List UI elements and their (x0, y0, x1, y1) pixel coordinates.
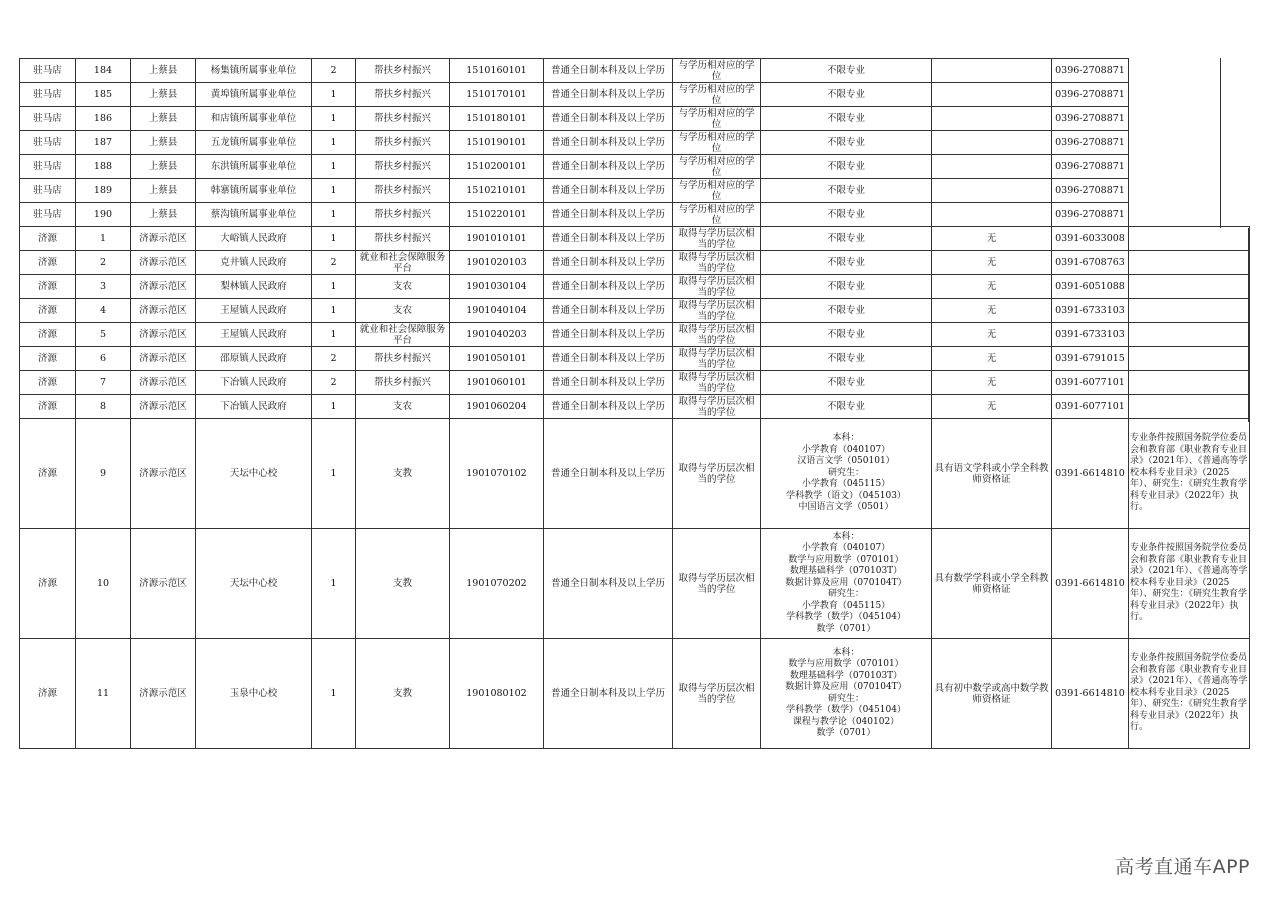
degree-cell: 取得与学历层次相当的学位 (673, 347, 761, 371)
certificate-cell (932, 131, 1052, 155)
education-cell: 普通全日制本科及以上学历 (544, 203, 673, 227)
table-row (20, 107, 1250, 131)
county-cell: 上蔡县 (131, 155, 196, 179)
phone-cell: 0391-6733103 (1052, 323, 1129, 347)
table-row (20, 347, 1250, 371)
education-cell: 普通全日制本科及以上学历 (544, 83, 673, 107)
position-no-cell: 6 (76, 347, 131, 371)
phone-cell: 0396-2708871 (1052, 131, 1129, 155)
county-cell: 济源示范区 (131, 299, 196, 323)
headcount-cell: 2 (312, 251, 356, 275)
county-cell: 济源示范区 (131, 275, 196, 299)
position-code-cell: 1901040203 (450, 323, 544, 347)
position-code-cell: 1510210101 (450, 179, 544, 203)
city-cell: 济源 (20, 227, 76, 251)
position-type-cell: 帮扶乡村振兴 (356, 155, 450, 179)
certificate-cell: 无 (932, 371, 1052, 395)
note-cell (1129, 323, 1250, 347)
certificate-cell (932, 83, 1052, 107)
headcount-cell: 1 (312, 395, 356, 419)
position-type-cell: 支农 (356, 395, 450, 419)
unit-cell: 天坛中心校 (196, 419, 312, 529)
major-cell: 不限专业 (761, 59, 932, 83)
table-row (20, 155, 1250, 179)
headcount-cell: 1 (312, 107, 356, 131)
position-code-cell: 1901060101 (450, 371, 544, 395)
city-cell: 济源 (20, 275, 76, 299)
county-cell: 济源示范区 (131, 347, 196, 371)
city-cell: 济源 (20, 419, 76, 529)
position-code-cell: 1901010101 (450, 227, 544, 251)
city-cell: 济源 (20, 395, 76, 419)
position-no-cell: 189 (76, 179, 131, 203)
education-cell: 普通全日制本科及以上学历 (544, 227, 673, 251)
note-cell (1129, 83, 1250, 107)
position-no-cell: 11 (76, 639, 131, 749)
headcount-cell: 2 (312, 347, 356, 371)
position-code-cell: 1901040104 (450, 299, 544, 323)
unit-cell: 下冶镇人民政府 (196, 371, 312, 395)
county-cell: 济源示范区 (131, 395, 196, 419)
phone-cell: 0396-2708871 (1052, 179, 1129, 203)
position-type-cell: 帮扶乡村振兴 (356, 131, 450, 155)
city-cell: 驻马店 (20, 155, 76, 179)
position-type-cell: 支教 (356, 529, 450, 639)
degree-cell: 取得与学历层次相当的学位 (673, 275, 761, 299)
city-cell: 驻马店 (20, 107, 76, 131)
phone-cell: 0396-2708871 (1052, 83, 1129, 107)
position-code-cell: 1510200101 (450, 155, 544, 179)
phone-cell: 0391-6614810 (1052, 419, 1129, 529)
degree-cell: 取得与学历层次相当的学位 (673, 371, 761, 395)
certificate-cell: 无 (932, 227, 1052, 251)
unit-cell: 王屋镇人民政府 (196, 299, 312, 323)
headcount-cell: 1 (312, 131, 356, 155)
city-cell: 济源 (20, 529, 76, 639)
education-cell: 普通全日制本科及以上学历 (544, 529, 673, 639)
major-cell: 不限专业 (761, 251, 932, 275)
city-cell: 济源 (20, 347, 76, 371)
headcount-cell: 1 (312, 639, 356, 749)
county-cell: 济源示范区 (131, 371, 196, 395)
position-code-cell: 1510170101 (450, 83, 544, 107)
position-code-cell: 1901070102 (450, 419, 544, 529)
degree-cell: 取得与学历层次相当的学位 (673, 251, 761, 275)
phone-cell: 0391-6033008 (1052, 227, 1129, 251)
degree-cell: 与学历相对应的学位 (673, 131, 761, 155)
certificate-cell: 无 (932, 347, 1052, 371)
phone-cell: 0391-6733103 (1052, 299, 1129, 323)
table-row (20, 299, 1250, 323)
note-cell (1129, 179, 1250, 203)
education-cell: 普通全日制本科及以上学历 (544, 59, 673, 83)
certificate-cell: 无 (932, 323, 1052, 347)
phone-cell: 0396-2708871 (1052, 59, 1129, 83)
position-code-cell: 1510220101 (450, 203, 544, 227)
position-type-cell: 帮扶乡村振兴 (356, 107, 450, 131)
education-cell: 普通全日制本科及以上学历 (544, 299, 673, 323)
position-no-cell: 187 (76, 131, 131, 155)
headcount-cell: 2 (312, 371, 356, 395)
table-row (20, 227, 1250, 251)
certificate-cell: 无 (932, 275, 1052, 299)
headcount-cell: 1 (312, 227, 356, 251)
city-cell: 济源 (20, 251, 76, 275)
position-type-cell: 支农 (356, 275, 450, 299)
unit-cell: 五龙镇所属事业单位 (196, 131, 312, 155)
degree-cell: 取得与学历层次相当的学位 (673, 395, 761, 419)
phone-cell: 0391-6077101 (1052, 395, 1129, 419)
table-row (20, 323, 1250, 347)
major-cell: 不限专业 (761, 299, 932, 323)
headcount-cell: 1 (312, 179, 356, 203)
phone-cell: 0396-2708871 (1052, 155, 1129, 179)
position-code-cell: 1901030104 (450, 275, 544, 299)
certificate-cell: 具有数学学科或小学全科教师资格证 (932, 529, 1052, 639)
note-cell (1129, 395, 1250, 419)
position-code-cell: 1510190101 (450, 131, 544, 155)
degree-cell: 取得与学历层次相当的学位 (673, 299, 761, 323)
unit-cell: 蔡沟镇所属事业单位 (196, 203, 312, 227)
unit-cell: 王屋镇人民政府 (196, 323, 312, 347)
major-cell: 不限专业 (761, 83, 932, 107)
position-code-cell: 1901080102 (450, 639, 544, 749)
position-no-cell: 8 (76, 395, 131, 419)
major-cell: 不限专业 (761, 347, 932, 371)
note-cell: 专业条件按照国务院学位委员会和教育部《职业教育专业目录》（2021年）、《普通高等学校本科专业目录》（2025年）、研究生：《研究生教育学科专业目录》（2022年）执行。 (1129, 639, 1250, 749)
unit-cell: 和店镇所属事业单位 (196, 107, 312, 131)
headcount-cell: 1 (312, 323, 356, 347)
degree-cell: 取得与学历层次相当的学位 (673, 419, 761, 529)
phone-cell: 0391-6051088 (1052, 275, 1129, 299)
table-row (20, 395, 1250, 419)
major-cell: 不限专业 (761, 323, 932, 347)
unit-cell: 天坛中心校 (196, 529, 312, 639)
position-no-cell: 185 (76, 83, 131, 107)
education-cell: 普通全日制本科及以上学历 (544, 107, 673, 131)
phone-cell: 0391-6614810 (1052, 529, 1129, 639)
note-cell (1129, 131, 1250, 155)
degree-cell: 与学历相对应的学位 (673, 155, 761, 179)
note-cell (1129, 299, 1250, 323)
education-cell: 普通全日制本科及以上学历 (544, 371, 673, 395)
table-row (20, 529, 1250, 639)
certificate-cell: 无 (932, 251, 1052, 275)
note-cell (1129, 107, 1250, 131)
major-cell: 本科： 小学教育（040107） 汉语言文学（050101） 研究生： 小学教育（045115） 学科教学（语文）（045103） 中国语言文学（0501） (761, 419, 932, 529)
table-body (20, 59, 1250, 749)
major-cell: 不限专业 (761, 371, 932, 395)
city-cell: 驻马店 (20, 83, 76, 107)
county-cell: 济源示范区 (131, 251, 196, 275)
education-cell: 普通全日制本科及以上学历 (544, 639, 673, 749)
county-cell: 济源示范区 (131, 323, 196, 347)
position-no-cell: 190 (76, 203, 131, 227)
county-cell: 济源示范区 (131, 419, 196, 529)
major-cell: 不限专业 (761, 275, 932, 299)
city-cell: 济源 (20, 639, 76, 749)
note-cell (1129, 203, 1250, 227)
headcount-cell: 1 (312, 299, 356, 323)
degree-cell: 取得与学历层次相当的学位 (673, 529, 761, 639)
headcount-cell: 1 (312, 275, 356, 299)
major-cell: 不限专业 (761, 227, 932, 251)
county-cell: 上蔡县 (131, 83, 196, 107)
note-cell (1129, 275, 1250, 299)
table-row (20, 275, 1250, 299)
note-cell (1129, 371, 1250, 395)
county-cell: 上蔡县 (131, 179, 196, 203)
headcount-cell: 1 (312, 529, 356, 639)
education-cell: 普通全日制本科及以上学历 (544, 347, 673, 371)
recruitment-table (19, 58, 1250, 749)
table-row (20, 203, 1250, 227)
major-cell: 本科： 小学教育（040107） 数学与应用数学（070101） 数理基础科学（070103T） 数据计算及应用（070104T） 研究生： 小学教育（045115） 学科教学（数学）（045104） 数学（0701） (761, 529, 932, 639)
position-no-cell: 1 (76, 227, 131, 251)
certificate-cell: 无 (932, 299, 1052, 323)
position-type-cell: 帮扶乡村振兴 (356, 203, 450, 227)
city-cell: 济源 (20, 371, 76, 395)
position-type-cell: 支教 (356, 639, 450, 749)
education-cell: 普通全日制本科及以上学历 (544, 275, 673, 299)
position-type-cell: 支教 (356, 419, 450, 529)
phone-cell: 0391-6708763 (1052, 251, 1129, 275)
city-cell: 济源 (20, 299, 76, 323)
table-row (20, 59, 1250, 83)
unit-cell: 克井镇人民政府 (196, 251, 312, 275)
unit-cell: 黄埠镇所属事业单位 (196, 83, 312, 107)
position-no-cell: 7 (76, 371, 131, 395)
table-row (20, 179, 1250, 203)
phone-cell: 0391-6614810 (1052, 639, 1129, 749)
city-cell: 驻马店 (20, 59, 76, 83)
county-cell: 上蔡县 (131, 203, 196, 227)
education-cell: 普通全日制本科及以上学历 (544, 251, 673, 275)
major-cell: 不限专业 (761, 107, 932, 131)
degree-cell: 与学历相对应的学位 (673, 179, 761, 203)
position-code-cell: 1901050101 (450, 347, 544, 371)
certificate-cell (932, 155, 1052, 179)
unit-cell: 东洪镇所属事业单位 (196, 155, 312, 179)
right-border-upper (1220, 58, 1221, 228)
position-code-cell: 1510160101 (450, 59, 544, 83)
position-type-cell: 就业和社会保障服务平台 (356, 251, 450, 275)
major-cell: 不限专业 (761, 131, 932, 155)
table-row (20, 131, 1250, 155)
position-type-cell: 就业和社会保障服务平台 (356, 323, 450, 347)
position-type-cell: 帮扶乡村振兴 (356, 59, 450, 83)
unit-cell: 邵原镇人民政府 (196, 347, 312, 371)
position-no-cell: 4 (76, 299, 131, 323)
table-row (20, 83, 1250, 107)
position-type-cell: 帮扶乡村振兴 (356, 371, 450, 395)
unit-cell: 大峪镇人民政府 (196, 227, 312, 251)
position-no-cell: 10 (76, 529, 131, 639)
position-no-cell: 3 (76, 275, 131, 299)
position-type-cell: 帮扶乡村振兴 (356, 83, 450, 107)
city-cell: 济源 (20, 323, 76, 347)
degree-cell: 与学历相对应的学位 (673, 107, 761, 131)
major-cell: 不限专业 (761, 155, 932, 179)
headcount-cell: 2 (312, 59, 356, 83)
headcount-cell: 1 (312, 419, 356, 529)
headcount-cell: 1 (312, 203, 356, 227)
degree-cell: 与学历相对应的学位 (673, 203, 761, 227)
position-code-cell: 1901070202 (450, 529, 544, 639)
table-row (20, 251, 1250, 275)
position-type-cell: 帮扶乡村振兴 (356, 347, 450, 371)
certificate-cell (932, 179, 1052, 203)
note-cell (1129, 59, 1250, 83)
major-cell: 不限专业 (761, 203, 932, 227)
position-no-cell: 9 (76, 419, 131, 529)
education-cell: 普通全日制本科及以上学历 (544, 395, 673, 419)
headcount-cell: 1 (312, 155, 356, 179)
degree-cell: 与学历相对应的学位 (673, 83, 761, 107)
education-cell: 普通全日制本科及以上学历 (544, 419, 673, 529)
note-cell (1129, 251, 1250, 275)
certificate-cell: 无 (932, 395, 1052, 419)
unit-cell: 玉泉中心校 (196, 639, 312, 749)
education-cell: 普通全日制本科及以上学历 (544, 179, 673, 203)
note-cell: 专业条件按照国务院学位委员会和教育部《职业教育专业目录》（2021年）、《普通高等学校本科专业目录》（2025年）、研究生：《研究生教育学科专业目录》（2022年）执行。 (1129, 529, 1250, 639)
county-cell: 济源示范区 (131, 227, 196, 251)
major-cell: 不限专业 (761, 395, 932, 419)
degree-cell: 取得与学历层次相当的学位 (673, 227, 761, 251)
note-cell (1129, 155, 1250, 179)
certificate-cell: 具有语文学科或小学全科教师资格证 (932, 419, 1052, 529)
position-no-cell: 188 (76, 155, 131, 179)
unit-cell: 杨集镇所属事业单位 (196, 59, 312, 83)
education-cell: 普通全日制本科及以上学历 (544, 323, 673, 347)
position-code-cell: 1510180101 (450, 107, 544, 131)
position-code-cell: 1901060204 (450, 395, 544, 419)
county-cell: 上蔡县 (131, 107, 196, 131)
unit-cell: 韩寨镇所属事业单位 (196, 179, 312, 203)
certificate-cell (932, 59, 1052, 83)
table-row (20, 419, 1250, 529)
phone-cell: 0391-6791015 (1052, 347, 1129, 371)
county-cell: 济源示范区 (131, 529, 196, 639)
county-cell: 上蔡县 (131, 59, 196, 83)
degree-cell: 取得与学历层次相当的学位 (673, 323, 761, 347)
position-type-cell: 支农 (356, 299, 450, 323)
right-border-lower (1248, 228, 1249, 422)
note-cell (1129, 347, 1250, 371)
city-cell: 驻马店 (20, 203, 76, 227)
position-no-cell: 2 (76, 251, 131, 275)
phone-cell: 0396-2708871 (1052, 203, 1129, 227)
position-type-cell: 帮扶乡村振兴 (356, 227, 450, 251)
position-type-cell: 帮扶乡村振兴 (356, 179, 450, 203)
major-cell: 本科： 数学与应用数学（070101） 数理基础科学（070103T） 数据计算及应用（070104T） 研究生： 学科教学（数学）（045104） 课程与教学论（040102） 数学（0701） (761, 639, 932, 749)
major-cell: 不限专业 (761, 179, 932, 203)
education-cell: 普通全日制本科及以上学历 (544, 131, 673, 155)
unit-cell: 梨林镇人民政府 (196, 275, 312, 299)
degree-cell: 取得与学历层次相当的学位 (673, 639, 761, 749)
certificate-cell (932, 107, 1052, 131)
city-cell: 驻马店 (20, 179, 76, 203)
unit-cell: 下冶镇人民政府 (196, 395, 312, 419)
position-code-cell: 1901020103 (450, 251, 544, 275)
note-cell: 专业条件按照国务院学位委员会和教育部《职业教育专业目录》（2021年）、《普通高等学校本科专业目录》（2025年）、研究生：《研究生教育学科专业目录》（2022年）执行。 (1129, 419, 1250, 529)
city-cell: 驻马店 (20, 131, 76, 155)
table-row (20, 639, 1250, 749)
phone-cell: 0396-2708871 (1052, 107, 1129, 131)
position-no-cell: 5 (76, 323, 131, 347)
note-cell (1129, 227, 1250, 251)
county-cell: 上蔡县 (131, 131, 196, 155)
phone-cell: 0391-6077101 (1052, 371, 1129, 395)
degree-cell: 与学历相对应的学位 (673, 59, 761, 83)
position-no-cell: 186 (76, 107, 131, 131)
table-row (20, 371, 1250, 395)
certificate-cell (932, 203, 1052, 227)
county-cell: 济源示范区 (131, 639, 196, 749)
headcount-cell: 1 (312, 83, 356, 107)
position-no-cell: 184 (76, 59, 131, 83)
certificate-cell: 具有初中数学或高中数学教师资格证 (932, 639, 1052, 749)
education-cell: 普通全日制本科及以上学历 (544, 155, 673, 179)
watermark-text: 高考直通车APP (1115, 856, 1250, 878)
